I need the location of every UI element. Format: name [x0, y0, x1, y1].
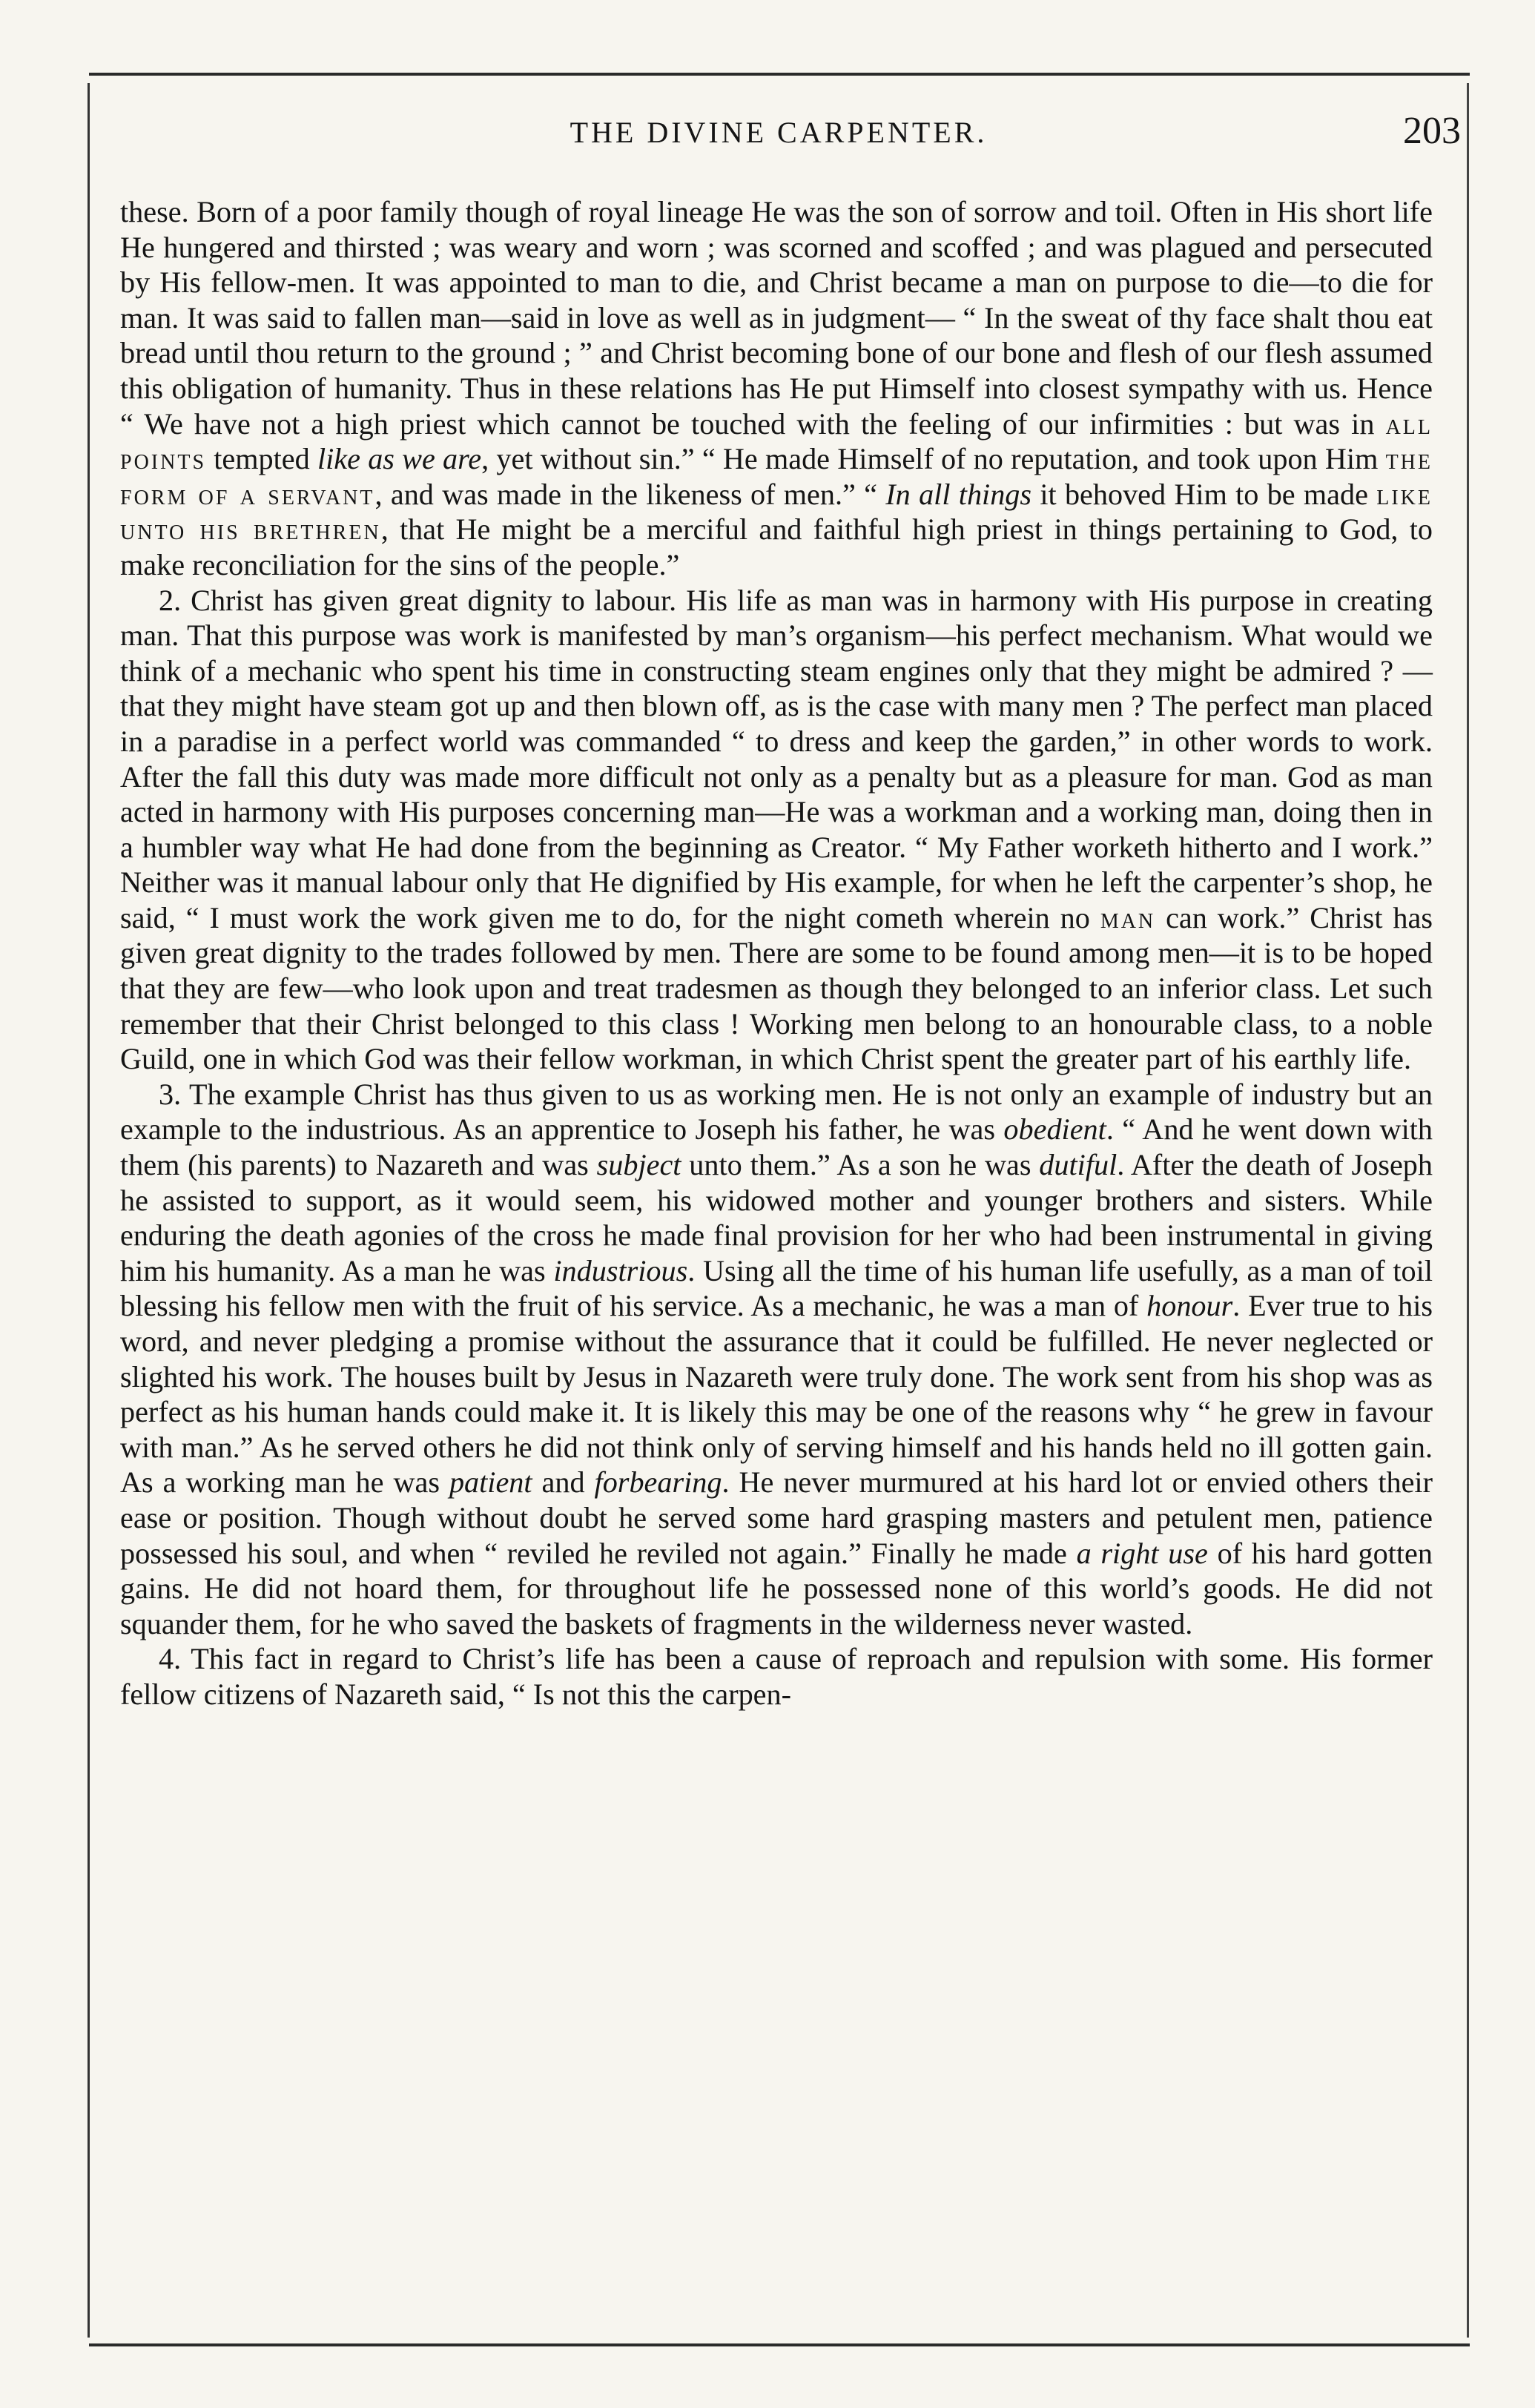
small-caps-text: like unto his brethren — [120, 477, 1433, 547]
italic-text: obedient — [1003, 1112, 1106, 1147]
italic-text: honour — [1146, 1289, 1233, 1323]
italic-text: patient — [449, 1465, 532, 1500]
bottom-border-rule — [89, 2343, 1470, 2346]
text-run: of his hard gotten gains. He did not hoard them, for throughout life he possessed none of this world’s goods. He did not squander them, for he who saved the baskets of fragments in the wilderness never wasted. — [120, 1536, 1433, 1640]
left-border-rule — [88, 83, 90, 2338]
right-border-rule — [1467, 83, 1469, 2338]
page-header — [111, 110, 1461, 159]
small-caps-text: all points — [120, 406, 1433, 476]
italic-text: a right use — [1076, 1536, 1208, 1570]
body-text — [120, 194, 1433, 1712]
text-run: . After the death of Joseph he assisted to support, as it would seem, his widowed mother and younger brothers and sisters. While enduring the death agonies of the cross he made final provision for her who had been instrumental in giving him his humanity. As a man he was — [120, 1148, 1433, 1287]
text-run: . Using all the time of his human life usefully, as a man of toil blessing his fellow men with the fruit of his service. As a mechanic, he was a man of — [120, 1253, 1433, 1323]
text-run: . “ And he went down with them (his parents) to Nazareth and was — [120, 1112, 1433, 1182]
text-run: tempted — [206, 442, 317, 476]
text-run: . He never murmured at his hard lot or envied others their ease or position. Though without doubt he served some hard grasping masters and petulent men, patience possessed his soul, and when “ reviled he reviled not again.” Finally he made — [120, 1465, 1433, 1570]
page-number: 203 — [1403, 110, 1461, 152]
text-run: , and was made in the likeness of men.” “ — [374, 477, 886, 511]
text-run: and — [532, 1465, 595, 1500]
text-run: these. Born of a poor family though of royal lineage He was the son of sorrow and toil. Often in His short life He hungered and thirsted ; was weary and worn ; was scorned and scoffed ; and was plagued and persecuted by His fellow-men. It was appointed to man to die, and Christ became a man on purpose to die—to die for man. It was said to fallen man—said in love as well as in judgment— “ In the sweat of thy face shalt thou eat bread until thou return to the ground ; ” and Christ becoming bone of our bone and flesh of our flesh assumed this obligation of humanity. Thus in these relations has He put Himself into closest sympathy with us. Hence “ We have not a high priest which cannot be touched with the feeling of our infirmities : but was in — [120, 195, 1433, 441]
text-run: it behoved Him to be made — [1031, 477, 1377, 511]
text-run: 2. Christ has given great dignity to labour. His life as man was in harmony with His purpose in creating man. That this purpose was work is manifested by man’s organism—his perfect mechanism. What would we think of a mechanic who spent his time in constructing steam engines only that they might be admired ? —that they might have steam got up and then blown off, as is the case with many men ? The perfect man placed in a paradise in a perfect world was commanded “ to dress and keep the garden,” in other words to work. After the fall this duty was made more difficult not only as a penalty but as a pleasure for man. God as man acted in harmony with His purposes concerning man—He was a workman and a working man, doing then in a humbler way what He had done from the beginning as Creator. “ My Father worketh hitherto and I work.” Neither was it manual labour only that He dignified by His example, for when he left the carpenter’s shop, he said, “ I must work the work given me to do, for the night cometh wherein no — [120, 583, 1433, 934]
paragraph-3 — [120, 1077, 1433, 1642]
italic-text: industrious — [553, 1253, 688, 1287]
small-caps-text: man — [1100, 900, 1156, 934]
paragraph-1 — [120, 194, 1433, 583]
text-run: 3. The example Christ has thus given to us as working men. He is not only an example of industry but an example to the industrious. As an apprentice to Joseph his father, he was — [120, 1077, 1433, 1147]
italic-text: In all things — [885, 477, 1032, 511]
text-run: 4. This fact in regard to Christ’s life has been a cause of reproach and repulsion with some. His former fellow citizens of Nazareth said, “ Is not this the carpen- — [120, 1642, 1433, 1711]
text-run: . Ever true to his word, and never pledging a promise without the assurance that it could be fulfilled. He never neglected or slighted his work. The houses built by Jesus in Nazareth were truly done. The work sent from his shop was as perfect as his human hands could make it. It is likely this may be one of the reasons why “ he grew in favour with man.” As he served others he did not think only of serving himself and his hands held no ill gotten gain. As a working man he was — [120, 1289, 1433, 1500]
running-head: THE DIVINE CARPENTER. — [570, 116, 988, 149]
top-border-rule — [89, 73, 1470, 76]
italic-text: forbearing — [594, 1465, 722, 1500]
italic-text: subject — [596, 1148, 681, 1182]
text-run: unto them.” As a son he was — [681, 1148, 1040, 1182]
text-run: , yet without sin.” “ He made Himself of no reputation, and took upon Him — [481, 442, 1386, 476]
paragraph-2 — [120, 583, 1433, 1077]
paragraph-4 — [120, 1641, 1433, 1712]
italic-text: dutiful — [1039, 1148, 1118, 1182]
text-run: can work.” Christ has given great dignity to the trades followed by men. There are some to be found among men—it is to be hoped that they are few—who look upon and treat tradesmen as though they belonged to an inferior class. Let such remember that their Christ belonged to this class ! Working men belong to an honourable class, to a noble Guild, one in which God was their fellow workman, in which Christ spent the greater part of his earthly life. — [120, 900, 1433, 1076]
text-run: , that He might be a merciful and faithful high priest in things pertaining to God, to make reconciliation for the sins of the people.” — [120, 512, 1433, 581]
small-caps-text: the form of a servant — [120, 442, 1433, 511]
italic-text: like as we are — [317, 442, 482, 476]
